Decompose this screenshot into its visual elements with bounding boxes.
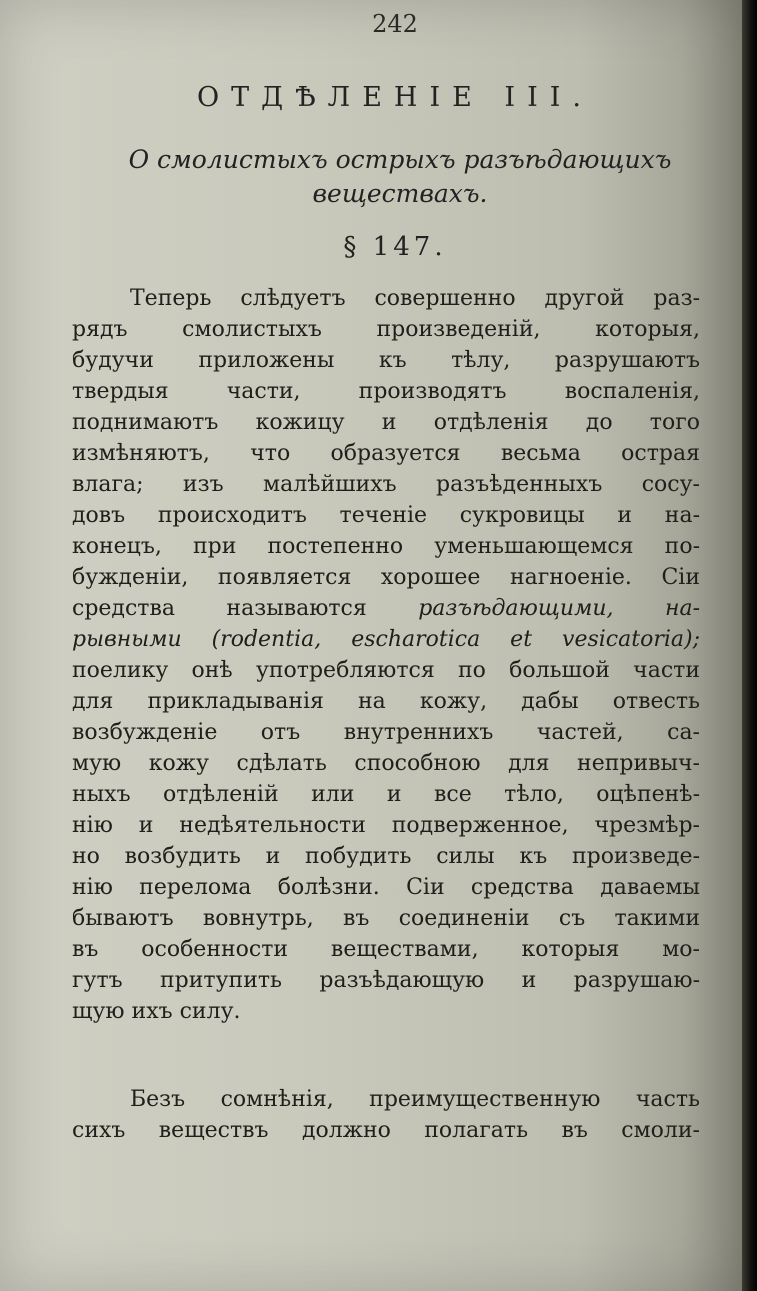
book-gutter-edge: [742, 0, 757, 1291]
italic-term: разъѣдающими, на-: [418, 596, 700, 621]
text-line: рядъ смолистыхъ произведеній, которыя,: [72, 317, 700, 342]
section-title: ОТДѢЛЕНІЕ III.: [197, 82, 593, 113]
subtitle-line: О смолистыхъ острыхъ разъѣдающихъ: [128, 145, 672, 174]
text-line: влага; изъ малѣйшихъ разъѣденныхъ сосу-: [72, 472, 700, 497]
paragraph-2: [72, 1084, 700, 1146]
text-line: въ особенности веществами, которыя мо-: [72, 937, 700, 962]
paragraph-number: § 147.: [343, 232, 447, 262]
text-line: твердыя части, производятъ воспаленія,: [72, 379, 700, 404]
text-line: нію перелома болѣзни. Сіи средства даваемы: [72, 875, 700, 900]
text-line: довъ происходитъ теченіе сукровицы и на-: [72, 503, 700, 528]
text-line: Безъ сомнѣнія, преимущественную часть: [130, 1087, 700, 1112]
text-segment: средства называются: [72, 596, 419, 621]
text-line: мую кожу сдѣлать способною для непривыч-: [72, 751, 700, 776]
section-subtitle: [80, 143, 720, 211]
text-line: для прикладыванія на кожу, дабы отвесть: [72, 689, 700, 714]
text-line: поелику онѣ употребляются по большой части: [72, 658, 700, 683]
text-line: Теперь слѣдуетъ совершенно другой раз-: [130, 286, 700, 311]
text-line: поднимаютъ кожицу и отдѣленія до того: [72, 410, 700, 435]
text-line: будучи приложены къ тѣлу, разрушаютъ: [72, 348, 700, 373]
text-line: ныхъ отдѣленій или и все тѣло, оцѣпенѣ-: [72, 782, 700, 807]
text-line: гутъ притупить разъѣдающую и разрушаю-: [72, 968, 700, 993]
page-number: 242: [372, 10, 418, 38]
italic-term-line: рывными (rodentia, escharotica et vesicatoria);: [72, 627, 700, 652]
subtitle-line: веществахъ.: [312, 179, 488, 208]
text-line: но возбудить и побудить силы къ произведе-: [72, 844, 700, 869]
text-line: бужденіи, появляется хорошее нагноеніе. Сіи: [72, 565, 700, 590]
text-line: щую ихъ силу.: [72, 999, 241, 1024]
paragraph-1: [72, 283, 700, 1027]
text-line: конецъ, при постепенно уменьшающемся по-: [72, 534, 700, 559]
text-line-mixed: [72, 593, 700, 624]
text-line: возбужденіе отъ внутреннихъ частей, са-: [72, 720, 700, 745]
text-line: измѣняютъ, что образуется весьма острая: [72, 441, 700, 466]
text-line: сихъ веществъ должно полагать въ смоли-: [72, 1118, 700, 1143]
text-line: нію и недѣятельности подверженное, чрезмѣр-: [72, 813, 700, 838]
text-line: бываютъ вовнутрь, въ соединеніи съ такими: [72, 906, 700, 931]
